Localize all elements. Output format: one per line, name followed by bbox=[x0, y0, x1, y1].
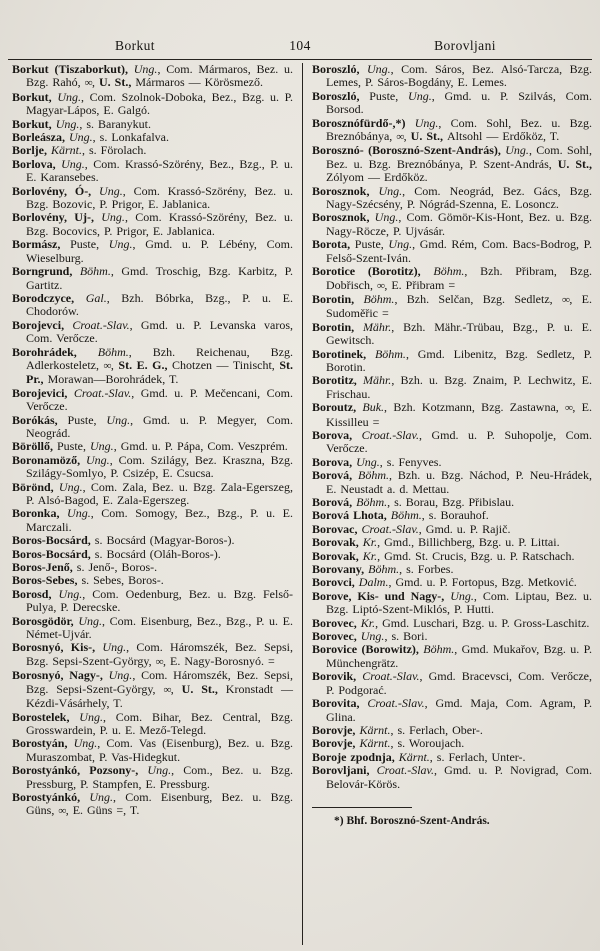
gazetteer-entry: Borngrund, Böhm., Gmd. Troschig, Bzg. Karbitz, P. Gartitz. bbox=[12, 264, 293, 292]
gazetteer-entry: Borota, Puste, Ung., Gmd. Rém, Com. Bacs-Bodrog, P. Felső-Szent-Iván. bbox=[312, 237, 592, 265]
gazetteer-entry: Borostyánkó, Pozsony-, Ung., Com., Bez. u. Bzg. Pressburg, P. Stampfen, E. Pressburg. bbox=[12, 763, 294, 791]
header-rule bbox=[8, 59, 592, 60]
gazetteer-entry: Borovik, Croat.-Slav., Gmd. Bracevsci, Com. Verőcze, P. Podgorać. bbox=[312, 669, 592, 697]
post-telegraph-icon: ∞ bbox=[377, 279, 385, 292]
gazetteer-entry: Borotitz, Mähr., Bzh. u. Bzg. Znaim, P. Lechwitz, E. Frischau. bbox=[312, 373, 592, 401]
text-columns bbox=[12, 63, 592, 945]
post-telegraph-icon: ∞ bbox=[155, 655, 163, 668]
gazetteer-entry: Borlje, Kärnt., s. Förolach. bbox=[12, 143, 147, 158]
gazetteer-entry: Borosznok, Ung., Com. Neográd, Bez. Gács, Bzg. Nagy-Szécsény, P. Nógrád-Szenna, E. Losoncz. bbox=[312, 183, 592, 212]
post-telegraph-icon: ∞ bbox=[84, 77, 93, 90]
gazetteer-entry: Borotin, Mähr., Bzh. Mähr.-Trübau, Bzg., P. u. E. Gewitsch. bbox=[312, 319, 593, 348]
gazetteer-entry: Borovak, Kr., Gmd., Billichberg, Bzg. u. P. Littai. bbox=[312, 535, 560, 550]
gazetteer-entry: Borovci, Dalm., Gmd. u. P. Fortopus, Bzg. Metković. bbox=[312, 575, 577, 590]
left-column bbox=[12, 63, 302, 945]
gazetteer-entry: Borodczyce, Gal., Bzh. Bóbrka, Bzg., P. u. E. Chodorów. bbox=[12, 290, 293, 319]
running-head bbox=[0, 38, 600, 54]
gazetteer-entry: Borosznó- (Borosznó-Szent-András), Ung., Com. Sohl, Bez. u. Bzg. Breznóbánya, P. Szent-András, U. St., Zólyom — Erdőköz. bbox=[312, 143, 592, 185]
gazetteer-entry: Borojevci, Croat.-Slav., Gmd. u. P. Levanska varos, Com. Verőcze. bbox=[12, 317, 293, 346]
gazetteer-entry: Borkut (Tiszaborkut), Ung., Com. Mármaros, Bez. u. Bzg. Rahó, ∞, U. St., Mármaros — Körösmező. bbox=[12, 62, 293, 90]
post-telegraph-icon: ∞ bbox=[103, 359, 111, 372]
gazetteer-entry: Borlova, Ung., Com. Krassó-Szörény, Bez., Bzg., P. u. E. Karansebes. bbox=[12, 156, 293, 185]
gazetteer-entry: Borovany, Böhm., s. Forbes. bbox=[312, 562, 454, 577]
gazetteer-entry: Boronka, Ung., Com. Somogy, Bez., Bzg., P. u. E. Marczali. bbox=[12, 506, 293, 534]
post-telegraph-icon: ∞ bbox=[163, 683, 171, 696]
gazetteer-entry: Borovak, Kr., Gmd. St. Crucis, Bzg. u. P. Ratschach. bbox=[312, 548, 575, 563]
running-head-left-title: Borkut bbox=[115, 38, 155, 53]
gazetteer-entry: Borosgödör, Ung., Com. Eisenburg, Bez., Bzg., P. u. E. Német-Ujvár. bbox=[12, 613, 294, 642]
gazetteer-entry: Borókás, Puste, Ung., Gmd. u. P. Megyer, Com. Neográd. bbox=[12, 412, 293, 440]
gazetteer-entry: Borkut, Ung., s. Baranykut. bbox=[12, 116, 152, 131]
gazetteer-entry: Borosznófürdő-,*) Ung., Com. Sohl, Bez. u. Bzg. Breznóbánya, ∞, U. St., Altsohl — Erdőköz, T. bbox=[312, 115, 592, 144]
gazetteer-entry: Borová, Böhm., Bzh. u. Bzg. Náchod, P. Neu-Hrádek, E. Neustadt a. d. Mettau. bbox=[312, 468, 592, 496]
gazetteer-entry: Borosd, Ung., Com. Oedenburg, Bez. u. Bzg. Felső-Pulya, P. Derecske. bbox=[12, 586, 293, 615]
running-head-right-title: Borovljani bbox=[434, 38, 496, 53]
post-telegraph-icon: ∞ bbox=[565, 402, 573, 415]
gazetteer-entry: Borostyánkó, Ung., Com. Eisenburg, Bez. u. Bzg. Güns, ∞, E. Güns =, T. bbox=[12, 789, 293, 818]
gazetteer-entry: Borovice (Borowitz), Böhm., Gmd. Mukařov, Bzg. u. P. Münchengrätz. bbox=[312, 642, 592, 670]
post-telegraph-icon: ∞ bbox=[58, 805, 66, 818]
gazetteer-entry: Borová, Böhm., s. Borau, Bzg. Přibislau. bbox=[312, 495, 515, 509]
gazetteer-entry: Borove, Kis- und Nagy-, Ung., Com. Liptau, Bez. u. Bzg. Liptó-Szent-Miklós, P. Hutti. bbox=[312, 588, 592, 617]
gazetteer-entry: Borkut, Ung., Com. Szolnok-Doboka, Bez., Bzg. u. P. Magyar-Lápos, E. Galgó. bbox=[12, 89, 293, 118]
gazetteer-entry: Borovje, Kärnt., s. Woroujach. bbox=[312, 736, 465, 751]
post-telegraph-icon: ∞ bbox=[562, 293, 570, 306]
right-column bbox=[302, 63, 592, 945]
gazetteer-entry: Boronamöző, Ung., Com. Szilágy, Bez. Kraszna, Bzg. Szilágy-Somlyo, P. Csizép, E. Csucsa. bbox=[12, 452, 294, 481]
gazetteer-entry: Borovac, Croat.-Slav., Gmd. u. P. Rajič. bbox=[312, 521, 511, 536]
gazetteer-entry: Boroje zpodnja, Kärnt., s. Ferlach, Unter-. bbox=[312, 749, 526, 764]
gazetteer-entry: Borostyán, Ung., Com. Vas (Eisenburg), Bez. u. Bzg. Muraszombat, P. Vas-Hidegkut. bbox=[12, 736, 294, 764]
gazetteer-entry: Borlovény, Uj-, Ung., Com. Krassó-Szörény, Bez. u. Bzg. Bocovics, P. Prigor, E. Jablanica. bbox=[12, 210, 293, 238]
gazetteer-entry: Boros-Sebes, s. Sebes, Boros-. bbox=[12, 573, 164, 588]
gazetteer-entry: Boros-Bocsárd, s. Bocsárd (Oláh-Boros-). bbox=[12, 546, 221, 561]
gazetteer-entry: Borovec, Ung., s. Bori. bbox=[312, 629, 428, 644]
gazetteer-entry: Borostelek, Ung., Com. Bihar, Bez. Central, Bzg. Grosswardein, P. u. E. Mező-Telegd. bbox=[12, 709, 293, 737]
gazetteer-entry: Boros-Bocsárd, s. Bocsárd (Magyar-Boros-). bbox=[12, 533, 235, 548]
gazetteer-entry: Böröllő, Puste, Ung., Gmd. u. P. Pápa, Com. Veszprém. bbox=[12, 439, 288, 454]
gazetteer-entry: Borova, Croat.-Slav., Gmd. u. P. Suhopolje, Com. Verőcze. bbox=[312, 427, 592, 456]
footnote-text: *) Bhf. Borosznó-Szent-András. bbox=[334, 814, 490, 827]
gazetteer-entry: Borlovény, Ó-, Ung., Com. Krassó-Szörény, Bez. u. Bzg. Bozovic, P. Prigor, E. Jablanica. bbox=[12, 183, 293, 212]
gazetteer-entry: Borosnyó, Nagy-, Ung., Com. Háromszék, Bez. Sepsi, Bzg. Sepsi-Szent-György, ∞, U. St., Kronstadt — Kézdi-Vásárhely, T. bbox=[12, 668, 294, 711]
gazetteer-entry: Borovljani, Croat.-Slav., Gmd. u. P. Novigrad, Com. Belovár-Körös. bbox=[312, 763, 592, 791]
gazetteer-entry: Borotin, Böhm., Bzh. Selčan, Bzg. Sedletz, ∞, E. Sudoměřic = bbox=[312, 291, 592, 321]
gazetteer-entry: Boros-Jenő, s. Jenő-, Boros-. bbox=[12, 560, 158, 575]
gazetteer-entry: Borosznok, Ung., Com. Gömör-Kis-Hont, Bez. u. Bzg. Nagy-Röcze, P. Ujvásár. bbox=[312, 210, 592, 238]
gazetteer-entry: Borovita, Croat.-Slav., Gmd. Maja, Com. Agram, P. Glina. bbox=[312, 696, 593, 724]
page-number: 104 bbox=[289, 38, 311, 53]
gazetteer-entry: Borotice (Borotitz), Böhm., Bzh. Přibram, Bzg. Dobřisch, ∞, E. Přibram = bbox=[312, 264, 592, 292]
gazetteer-entry: Borohrádek, Böhm., Bzh. Reichenau, Bzg. Adlerkosteletz, ∞, St. E. G., Chotzen — Tinischt, St. Pr., Morawan—Borohrádek, T. bbox=[12, 344, 293, 387]
gazetteer-entry: Borosnyó, Kis-, Ung., Com. Háromszék, Bez. Sepsi, Bzg. Sepsi-Szent-György, ∞, E. Nagy-Borosnyó. = bbox=[12, 640, 293, 668]
gazetteer-entry: Boroutz, Buk., Bzh. Kotzmann, Bzg. Zastawna, ∞, E. Kissilleu = bbox=[312, 400, 592, 429]
gazetteer-entry: Borotinek, Böhm., Gmd. Libenitz, Bzg. Sedletz, P. Borotin. bbox=[312, 346, 592, 374]
gazetteer-entry: Borleásza, Ung., s. Lonkafalva. bbox=[12, 130, 169, 145]
gazetteer-entry: Borojevici, Croat.-Slav., Gmd. u. P. Mečencani, Com. Verőcze. bbox=[12, 385, 293, 414]
post-telegraph-icon: ∞ bbox=[396, 131, 404, 144]
gazetteer-entry: Bormász, Puste, Ung., Gmd. u. P. Lébény, Com. Wieselburg. bbox=[12, 237, 293, 265]
gazetteer-entry: Borovje, Kärnt., s. Ferlach, Ober-. bbox=[312, 722, 483, 737]
footnote-rule bbox=[312, 807, 412, 808]
gazetteer-entry: Börönd, Ung., Com. Zala, Bez. u. Bzg. Zala-Egerszeg, P. Alsó-Bagod, E. Zala-Egerszeg. bbox=[12, 479, 293, 507]
gazetteer-entry: Borovec, Kr., Gmd. Luschari, Bzg. u. P. Gross-Laschitz. bbox=[312, 615, 590, 630]
gazetteer-entry: Boroszló, Ung., Com. Sáros, Bez. Alsó-Tarcza, Bzg. Lemes, P. Sáros-Bogdány, E. Lemes. bbox=[312, 62, 592, 90]
footnote bbox=[312, 807, 592, 828]
gazetteer-entry: Borova, Ung., s. Fenyves. bbox=[312, 454, 442, 469]
gazetteer-entry: Boroszló, Puste, Ung., Gmd. u. P. Szilvás, Com. Borsod. bbox=[312, 88, 592, 117]
gazetteer-entry: Borová Lhota, Böhm., s. Borauhof. bbox=[312, 508, 489, 523]
